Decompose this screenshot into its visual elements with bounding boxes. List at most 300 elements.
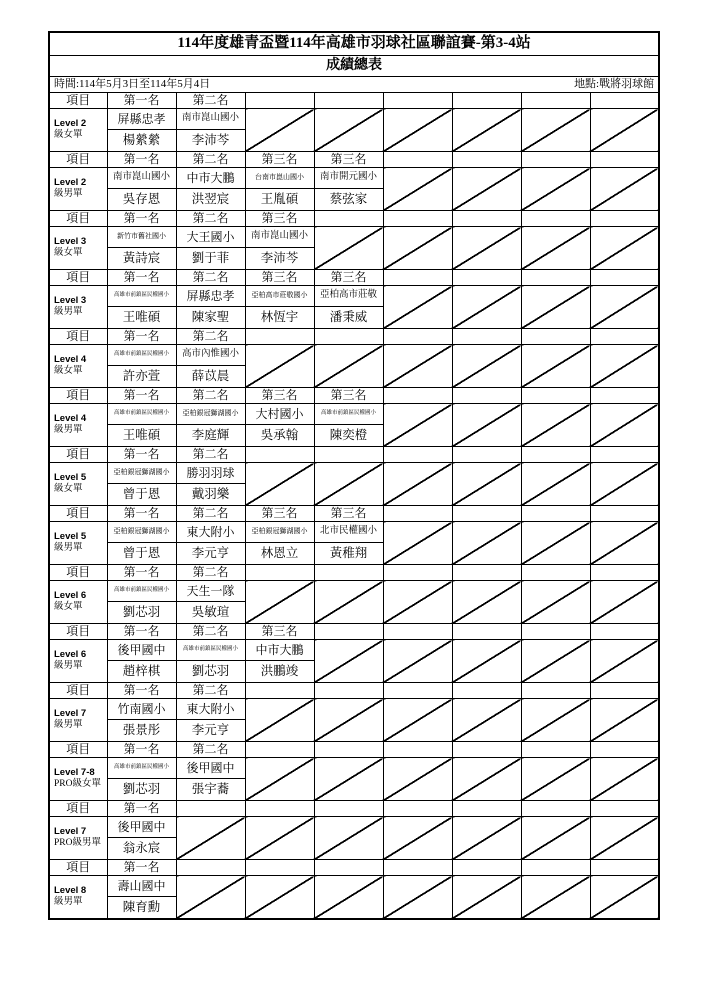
empty-header-cell bbox=[314, 447, 383, 463]
section-header-row bbox=[49, 801, 659, 817]
school-row bbox=[49, 817, 659, 838]
event-level: Level 2 bbox=[54, 177, 87, 189]
empty-header-cell bbox=[521, 801, 590, 817]
section-header-row bbox=[49, 506, 659, 522]
item-header-label: 項目 bbox=[49, 447, 107, 463]
event-category: 級女單 bbox=[54, 366, 83, 376]
unused-cell-diagonal bbox=[521, 640, 590, 683]
empty-header-cell bbox=[383, 388, 452, 404]
unused-cell-diagonal bbox=[383, 404, 452, 447]
unused-cell-diagonal bbox=[452, 404, 521, 447]
unused-cell-diagonal bbox=[590, 168, 659, 211]
unused-cell-diagonal bbox=[521, 581, 590, 624]
school-cell: 高雄市前鎮區民權國小 bbox=[176, 640, 245, 661]
player-cell: 薛苡晨 bbox=[176, 366, 245, 388]
player-cell: 戴羽樂 bbox=[176, 484, 245, 506]
school-cell: 南市崑山國小 bbox=[245, 227, 314, 248]
unused-cell-diagonal bbox=[245, 758, 314, 801]
empty-header-cell bbox=[590, 388, 659, 404]
empty-header-cell bbox=[590, 683, 659, 699]
event-category: 級女單 bbox=[54, 484, 83, 494]
rank-header-label: 第二名 bbox=[176, 565, 245, 581]
rank-header-label: 第一名 bbox=[107, 860, 176, 876]
player-cell: 洪鵬竣 bbox=[245, 661, 314, 683]
empty-header-cell bbox=[245, 860, 314, 876]
unused-cell-diagonal bbox=[176, 876, 245, 920]
empty-header-cell bbox=[521, 211, 590, 227]
unused-cell-diagonal bbox=[521, 876, 590, 920]
empty-header-cell bbox=[314, 624, 383, 640]
event-level: Level 5 bbox=[54, 472, 87, 484]
unused-cell-diagonal bbox=[383, 640, 452, 683]
event-category: 級男單 bbox=[54, 543, 83, 553]
item-header-label: 項目 bbox=[49, 506, 107, 522]
event-label-cell bbox=[49, 463, 107, 506]
rank-header-label: 第一名 bbox=[107, 742, 176, 758]
player-cell: 陳育勳 bbox=[107, 897, 176, 920]
title-row bbox=[49, 32, 659, 56]
player-cell: 林恆宇 bbox=[245, 307, 314, 329]
unused-cell-diagonal bbox=[245, 817, 314, 860]
empty-header-cell bbox=[521, 860, 590, 876]
unused-cell-diagonal bbox=[314, 581, 383, 624]
event-level: Level 6 bbox=[54, 649, 87, 661]
event-label-cell bbox=[49, 640, 107, 683]
empty-header-cell bbox=[452, 565, 521, 581]
empty-header-cell bbox=[383, 211, 452, 227]
section-header-row bbox=[49, 93, 659, 109]
event-label-cell bbox=[49, 817, 107, 860]
school-cell: 亞柏高市莊敬國小 bbox=[245, 286, 314, 307]
empty-header-cell bbox=[452, 93, 521, 109]
empty-header-cell bbox=[245, 801, 314, 817]
player-cell: 潘秉威 bbox=[314, 307, 383, 329]
subtitle-row bbox=[49, 56, 659, 77]
event-label-cell bbox=[49, 227, 107, 270]
unused-cell-diagonal bbox=[452, 758, 521, 801]
empty-header-cell bbox=[452, 270, 521, 286]
unused-cell-diagonal bbox=[452, 817, 521, 860]
rank-header-label: 第一名 bbox=[107, 93, 176, 109]
empty-header-cell bbox=[383, 742, 452, 758]
rank-header-label: 第二名 bbox=[176, 211, 245, 227]
event-level: Level 4 bbox=[54, 354, 87, 366]
rank-header-label: 第一名 bbox=[107, 388, 176, 404]
unused-cell-diagonal bbox=[383, 463, 452, 506]
empty-header-cell bbox=[521, 624, 590, 640]
empty-header-cell bbox=[383, 506, 452, 522]
empty-header-cell bbox=[383, 801, 452, 817]
player-cell: 蔡弦家 bbox=[314, 189, 383, 211]
player-cell: 陳家聖 bbox=[176, 307, 245, 329]
player-cell: 楊縈縈 bbox=[107, 130, 176, 152]
school-cell: 高雄市前鎮區民權國小 bbox=[107, 345, 176, 366]
player-cell: 張宇蕎 bbox=[176, 779, 245, 801]
empty-header-cell bbox=[245, 565, 314, 581]
unused-cell-diagonal bbox=[590, 463, 659, 506]
school-row bbox=[49, 463, 659, 484]
section-header-row bbox=[49, 329, 659, 345]
unused-cell-diagonal bbox=[452, 463, 521, 506]
unused-cell-diagonal bbox=[383, 876, 452, 920]
empty-header-cell bbox=[314, 211, 383, 227]
school-cell: 屏縣忠孝 bbox=[176, 286, 245, 307]
school-cell: 亞柏銀冠獅湖國小 bbox=[107, 522, 176, 543]
player-cell: 洪翌宸 bbox=[176, 189, 245, 211]
school-cell: 大村國小 bbox=[245, 404, 314, 425]
unused-cell-diagonal bbox=[383, 581, 452, 624]
info-row bbox=[49, 77, 659, 93]
player-cell: 劉芯羽 bbox=[107, 779, 176, 801]
player-cell: 張景彤 bbox=[107, 720, 176, 742]
school-cell: 南市開元國小 bbox=[314, 168, 383, 189]
event-level: Level 8 bbox=[54, 885, 87, 897]
event-category: 級女單 bbox=[54, 248, 83, 258]
event-category: 級女單 bbox=[54, 130, 83, 140]
rank-header-label: 第一名 bbox=[107, 506, 176, 522]
item-header-label: 項目 bbox=[49, 801, 107, 817]
empty-header-cell bbox=[245, 329, 314, 345]
unused-cell-diagonal bbox=[314, 109, 383, 152]
empty-header-cell bbox=[452, 152, 521, 168]
empty-header-cell bbox=[383, 93, 452, 109]
school-cell: 天生一隊 bbox=[176, 581, 245, 602]
item-header-label: 項目 bbox=[49, 152, 107, 168]
empty-header-cell bbox=[452, 860, 521, 876]
unused-cell-diagonal bbox=[590, 345, 659, 388]
unused-cell-diagonal bbox=[521, 699, 590, 742]
section-header-row bbox=[49, 860, 659, 876]
unused-cell-diagonal bbox=[314, 640, 383, 683]
rank-header-label: 第一名 bbox=[107, 624, 176, 640]
school-cell: 台南市崑山國小 bbox=[245, 168, 314, 189]
school-row bbox=[49, 640, 659, 661]
school-cell: 東大附小 bbox=[176, 699, 245, 720]
empty-header-cell bbox=[245, 93, 314, 109]
rank-header-label: 第三名 bbox=[314, 152, 383, 168]
school-cell: 南市崑山國小 bbox=[107, 168, 176, 189]
section-header-row bbox=[49, 152, 659, 168]
unused-cell-diagonal bbox=[245, 876, 314, 920]
player-cell: 吳承翰 bbox=[245, 425, 314, 447]
empty-header-cell bbox=[521, 93, 590, 109]
player-cell: 李庭輝 bbox=[176, 425, 245, 447]
empty-header-cell bbox=[383, 447, 452, 463]
item-header-label: 項目 bbox=[49, 270, 107, 286]
school-cell: 東大附小 bbox=[176, 522, 245, 543]
event-level: Level 7-8 bbox=[54, 767, 95, 779]
event-category: PRO級女單 bbox=[54, 779, 101, 789]
empty-header-cell bbox=[452, 447, 521, 463]
unused-cell-diagonal bbox=[452, 168, 521, 211]
empty-header-cell bbox=[590, 211, 659, 227]
empty-header-cell bbox=[383, 270, 452, 286]
event-category: 級男單 bbox=[54, 307, 83, 317]
unused-cell-diagonal bbox=[590, 522, 659, 565]
event-category: 級男單 bbox=[54, 661, 83, 671]
unused-cell-diagonal bbox=[521, 817, 590, 860]
rank-header-label: 第三名 bbox=[245, 211, 314, 227]
empty-header-cell bbox=[245, 742, 314, 758]
event-label-cell bbox=[49, 109, 107, 152]
empty-header-cell bbox=[383, 329, 452, 345]
unused-cell-diagonal bbox=[590, 699, 659, 742]
school-cell: 中市大鵬 bbox=[245, 640, 314, 661]
school-row bbox=[49, 758, 659, 779]
rank-header-label: 第三名 bbox=[314, 506, 383, 522]
event-label-cell bbox=[49, 404, 107, 447]
school-row bbox=[49, 345, 659, 366]
unused-cell-diagonal bbox=[452, 876, 521, 920]
event-time: 時間:114年5月3日至114年5月4日 bbox=[54, 77, 211, 90]
unused-cell-diagonal bbox=[383, 345, 452, 388]
empty-header-cell bbox=[590, 801, 659, 817]
rank-header-label: 第二名 bbox=[176, 270, 245, 286]
empty-header-cell bbox=[452, 683, 521, 699]
section-header-row bbox=[49, 447, 659, 463]
unused-cell-diagonal bbox=[383, 109, 452, 152]
player-cell: 趙梓棋 bbox=[107, 661, 176, 683]
school-cell: 壽山國中 bbox=[107, 876, 176, 897]
page-title: 114年度雄青盃暨114年高雄市羽球社區聯誼賽-第3-4站 bbox=[49, 32, 659, 56]
empty-header-cell bbox=[590, 860, 659, 876]
school-cell: 亞柏銀冠獅湖國小 bbox=[245, 522, 314, 543]
section-header-row bbox=[49, 565, 659, 581]
empty-header-cell bbox=[452, 801, 521, 817]
rank-header-label: 第二名 bbox=[176, 329, 245, 345]
empty-header-cell bbox=[521, 152, 590, 168]
page-subtitle: 成績總表 bbox=[49, 56, 659, 77]
empty-header-cell bbox=[383, 152, 452, 168]
unused-cell-diagonal bbox=[452, 345, 521, 388]
empty-header-cell bbox=[590, 447, 659, 463]
unused-cell-diagonal bbox=[245, 345, 314, 388]
player-cell: 劉芯羽 bbox=[107, 602, 176, 624]
empty-header-cell bbox=[452, 624, 521, 640]
unused-cell-diagonal bbox=[383, 699, 452, 742]
rank-header-label: 第三名 bbox=[245, 506, 314, 522]
unused-cell-diagonal bbox=[590, 227, 659, 270]
rank-header-label: 第二名 bbox=[176, 683, 245, 699]
item-header-label: 項目 bbox=[49, 93, 107, 109]
unused-cell-diagonal bbox=[452, 699, 521, 742]
empty-header-cell bbox=[521, 742, 590, 758]
school-row bbox=[49, 109, 659, 130]
empty-header-cell bbox=[452, 742, 521, 758]
rank-header-label: 第一名 bbox=[107, 152, 176, 168]
empty-header-cell bbox=[314, 93, 383, 109]
empty-header-cell bbox=[521, 447, 590, 463]
school-cell: 大王國小 bbox=[176, 227, 245, 248]
school-row bbox=[49, 227, 659, 248]
unused-cell-diagonal bbox=[452, 581, 521, 624]
event-label-cell bbox=[49, 168, 107, 211]
event-category: 級男單 bbox=[54, 720, 83, 730]
empty-header-cell bbox=[521, 388, 590, 404]
rank-header-label: 第三名 bbox=[245, 388, 314, 404]
player-cell: 陳奕橙 bbox=[314, 425, 383, 447]
rank-header-label: 第二名 bbox=[176, 93, 245, 109]
unused-cell-diagonal bbox=[314, 345, 383, 388]
player-cell: 王唯碩 bbox=[107, 307, 176, 329]
unused-cell-diagonal bbox=[521, 109, 590, 152]
player-cell: 李元亨 bbox=[176, 543, 245, 565]
player-cell: 劉于菲 bbox=[176, 248, 245, 270]
player-cell: 林恩立 bbox=[245, 543, 314, 565]
event-label-cell bbox=[49, 286, 107, 329]
event-label-cell bbox=[49, 522, 107, 565]
empty-header-cell bbox=[314, 683, 383, 699]
rank-header-label: 第二名 bbox=[176, 506, 245, 522]
unused-cell-diagonal bbox=[383, 758, 452, 801]
player-cell: 曾于恩 bbox=[107, 543, 176, 565]
empty-header-cell bbox=[314, 860, 383, 876]
school-row bbox=[49, 404, 659, 425]
unused-cell-diagonal bbox=[314, 699, 383, 742]
unused-cell-diagonal bbox=[452, 522, 521, 565]
player-cell: 李沛芩 bbox=[245, 248, 314, 270]
school-cell: 勝羽羽球 bbox=[176, 463, 245, 484]
rank-header-label: 第一名 bbox=[107, 565, 176, 581]
unused-cell-diagonal bbox=[521, 404, 590, 447]
event-category: PRO級男單 bbox=[54, 838, 101, 848]
event-category: 級男單 bbox=[54, 897, 83, 907]
event-level: Level 7 bbox=[54, 708, 87, 720]
unused-cell-diagonal bbox=[590, 817, 659, 860]
rank-header-label: 第三名 bbox=[314, 270, 383, 286]
school-cell: 竹南國小 bbox=[107, 699, 176, 720]
empty-header-cell bbox=[314, 565, 383, 581]
event-label-cell bbox=[49, 699, 107, 742]
school-cell: 高雄市前鎮區民權國小 bbox=[314, 404, 383, 425]
unused-cell-diagonal bbox=[521, 286, 590, 329]
unused-cell-diagonal bbox=[383, 522, 452, 565]
school-row bbox=[49, 168, 659, 189]
empty-header-cell bbox=[590, 93, 659, 109]
player-cell: 吳存恩 bbox=[107, 189, 176, 211]
event-level: Level 2 bbox=[54, 118, 87, 130]
school-row bbox=[49, 876, 659, 897]
item-header-label: 項目 bbox=[49, 860, 107, 876]
empty-header-cell bbox=[452, 329, 521, 345]
unused-cell-diagonal bbox=[383, 168, 452, 211]
school-cell: 中市大鵬 bbox=[176, 168, 245, 189]
unused-cell-diagonal bbox=[590, 404, 659, 447]
school-row bbox=[49, 581, 659, 602]
rank-header-label: 第二名 bbox=[176, 742, 245, 758]
unused-cell-diagonal bbox=[521, 522, 590, 565]
rank-header-label: 第三名 bbox=[314, 388, 383, 404]
unused-cell-diagonal bbox=[521, 345, 590, 388]
player-cell: 吳敏瑄 bbox=[176, 602, 245, 624]
rank-header-label: 第一名 bbox=[107, 447, 176, 463]
empty-header-cell bbox=[245, 447, 314, 463]
player-cell: 王唯碩 bbox=[107, 425, 176, 447]
item-header-label: 項目 bbox=[49, 624, 107, 640]
unused-cell-diagonal bbox=[452, 109, 521, 152]
unused-cell-diagonal bbox=[521, 168, 590, 211]
empty-header-cell bbox=[590, 624, 659, 640]
unused-cell-diagonal bbox=[383, 817, 452, 860]
item-header-label: 項目 bbox=[49, 388, 107, 404]
rank-header-label: 第三名 bbox=[245, 270, 314, 286]
unused-cell-diagonal bbox=[590, 286, 659, 329]
player-cell: 李元亨 bbox=[176, 720, 245, 742]
unused-cell-diagonal bbox=[590, 876, 659, 920]
school-cell: 後甲國中 bbox=[107, 817, 176, 838]
school-cell: 亞柏高市莊敬 bbox=[314, 286, 383, 307]
school-cell: 高市內惟國小 bbox=[176, 345, 245, 366]
school-cell: 亞柏銀冠獅湖國小 bbox=[107, 463, 176, 484]
empty-header-cell bbox=[590, 565, 659, 581]
event-category: 級女單 bbox=[54, 602, 83, 612]
empty-header-cell bbox=[521, 683, 590, 699]
unused-cell-diagonal bbox=[521, 463, 590, 506]
school-cell: 高雄市前鎮區民權國小 bbox=[107, 404, 176, 425]
unused-cell-diagonal bbox=[245, 699, 314, 742]
unused-cell-diagonal bbox=[452, 286, 521, 329]
empty-header-cell bbox=[314, 801, 383, 817]
empty-header-cell bbox=[590, 152, 659, 168]
empty-header-cell bbox=[383, 860, 452, 876]
rank-header-label: 第一名 bbox=[107, 211, 176, 227]
school-cell: 後甲國中 bbox=[107, 640, 176, 661]
event-location: 地點:戰將羽球館 bbox=[574, 77, 655, 90]
empty-header-cell bbox=[521, 565, 590, 581]
unused-cell-diagonal bbox=[314, 876, 383, 920]
results-table bbox=[48, 31, 660, 920]
unused-cell-diagonal bbox=[383, 227, 452, 270]
item-header-label: 項目 bbox=[49, 329, 107, 345]
school-cell: 新竹市舊社國小 bbox=[107, 227, 176, 248]
empty-header-cell bbox=[383, 683, 452, 699]
event-label-cell bbox=[49, 581, 107, 624]
rank-header-label: 第三名 bbox=[245, 152, 314, 168]
player-cell: 黃稚翔 bbox=[314, 543, 383, 565]
unused-cell-diagonal bbox=[590, 640, 659, 683]
unused-cell-diagonal bbox=[245, 581, 314, 624]
empty-header-cell bbox=[383, 565, 452, 581]
section-header-row bbox=[49, 624, 659, 640]
empty-header-cell bbox=[176, 860, 245, 876]
event-level: Level 3 bbox=[54, 295, 87, 307]
school-cell: 後甲國中 bbox=[176, 758, 245, 779]
school-cell: 高雄市前鎮區民權國小 bbox=[107, 581, 176, 602]
unused-cell-diagonal bbox=[314, 463, 383, 506]
school-cell: 亞柏銀冠獅湖國小 bbox=[176, 404, 245, 425]
unused-cell-diagonal bbox=[314, 758, 383, 801]
unused-cell-diagonal bbox=[521, 227, 590, 270]
event-level: Level 5 bbox=[54, 531, 87, 543]
event-level: Level 4 bbox=[54, 413, 87, 425]
empty-header-cell bbox=[452, 506, 521, 522]
empty-header-cell bbox=[521, 270, 590, 286]
empty-header-cell bbox=[176, 801, 245, 817]
results-sheet bbox=[48, 31, 660, 920]
unused-cell-diagonal bbox=[245, 463, 314, 506]
school-cell: 北市民權國小 bbox=[314, 522, 383, 543]
player-cell: 翁永宸 bbox=[107, 838, 176, 860]
event-category: 級男單 bbox=[54, 425, 83, 435]
unused-cell-diagonal bbox=[383, 286, 452, 329]
unused-cell-diagonal bbox=[521, 758, 590, 801]
section-header-row bbox=[49, 742, 659, 758]
empty-header-cell bbox=[452, 388, 521, 404]
empty-header-cell bbox=[245, 683, 314, 699]
event-label-cell bbox=[49, 345, 107, 388]
event-level: Level 3 bbox=[54, 236, 87, 248]
empty-header-cell bbox=[590, 506, 659, 522]
